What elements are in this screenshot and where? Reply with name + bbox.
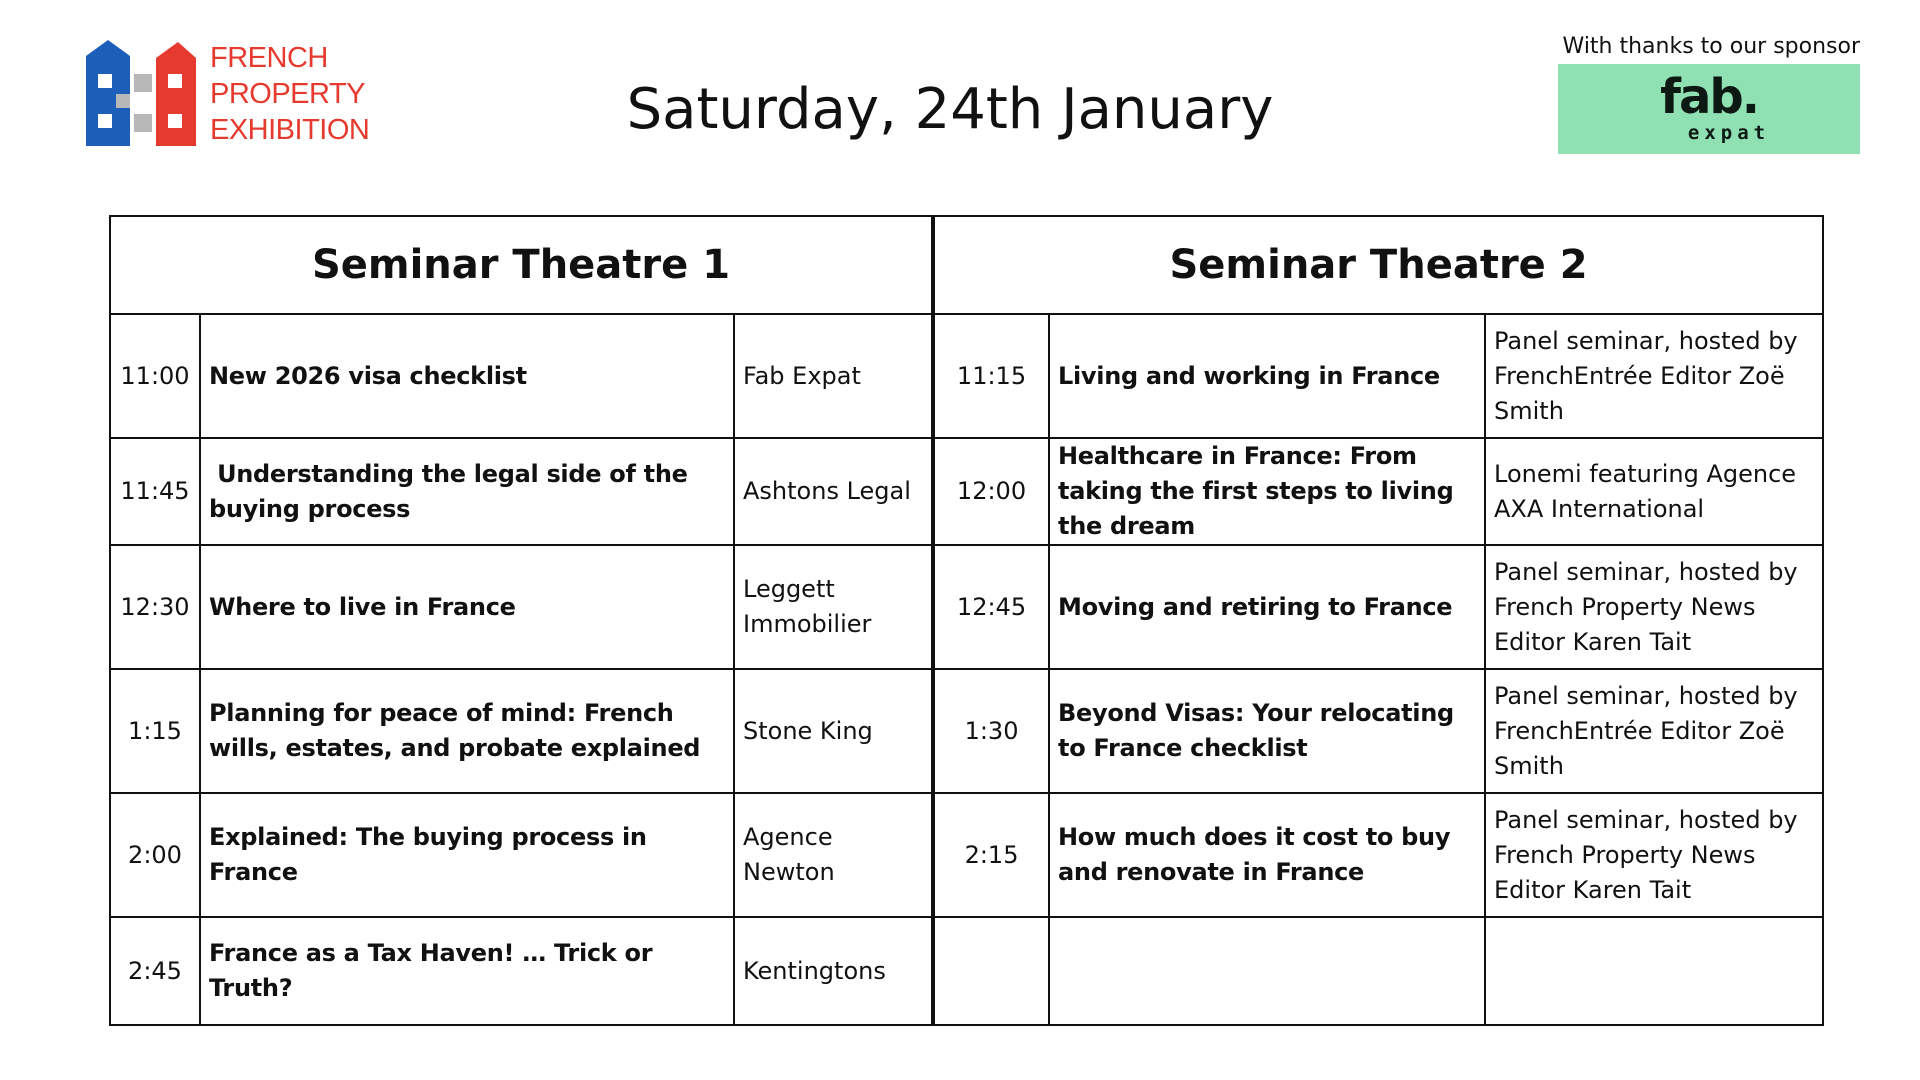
session-time: 2:15 bbox=[933, 793, 1049, 917]
session-title: Living and working in France bbox=[1049, 314, 1485, 438]
session-time: 12:00 bbox=[933, 438, 1049, 545]
session-speaker: Panel seminar, hosted by FrenchEntrée Editor Zoë Smith bbox=[1485, 669, 1823, 793]
session-speaker: Ashtons Legal bbox=[734, 438, 933, 545]
session-time bbox=[933, 917, 1049, 1025]
session-speaker: Agence Newton bbox=[734, 793, 933, 917]
table-row bbox=[110, 669, 1823, 793]
logo-line-2: PROPERTY bbox=[210, 78, 366, 110]
table-row bbox=[110, 438, 1823, 545]
sponsor-logo-subtext: expat bbox=[1687, 122, 1771, 144]
session-title: Understanding the legal side of the buying process bbox=[200, 438, 734, 545]
session-time: 11:15 bbox=[933, 314, 1049, 438]
table-row bbox=[110, 314, 1823, 438]
session-time: 11:00 bbox=[110, 314, 200, 438]
logo-wordmark bbox=[210, 40, 369, 148]
session-speaker: Stone King bbox=[734, 669, 933, 793]
theatre-header-row bbox=[110, 216, 1823, 314]
session-title bbox=[1049, 917, 1485, 1025]
table-row bbox=[110, 917, 1823, 1025]
houses-logo-icon bbox=[86, 38, 198, 150]
session-title: New 2026 visa checklist bbox=[200, 314, 734, 438]
session-title: Where to live in France bbox=[200, 545, 734, 669]
session-title: France as a Tax Haven! … Trick or Truth? bbox=[200, 917, 734, 1025]
session-title: Planning for peace of mind: French wills, estates, and probate explained bbox=[200, 669, 734, 793]
sponsor-logo-name: fab. bbox=[1660, 69, 1758, 125]
session-speaker: Leggett Immobilier bbox=[734, 545, 933, 669]
session-time: 1:15 bbox=[110, 669, 200, 793]
session-speaker bbox=[1485, 917, 1823, 1025]
logo-line-1: FRENCH bbox=[210, 42, 328, 74]
french-property-exhibition-logo bbox=[86, 38, 416, 150]
table-row bbox=[110, 793, 1823, 917]
session-time: 12:30 bbox=[110, 545, 200, 669]
session-title: Moving and retiring to France bbox=[1049, 545, 1485, 669]
session-speaker: Lonemi featuring Agence AXA International bbox=[1485, 438, 1823, 545]
session-title: Beyond Visas: Your relocating to France checklist bbox=[1049, 669, 1485, 793]
seminar-schedule-table bbox=[109, 215, 1824, 1026]
session-title: Explained: The buying process in France bbox=[200, 793, 734, 917]
session-speaker: Panel seminar, hosted by French Property News Editor Karen Tait bbox=[1485, 793, 1823, 917]
session-time: 2:45 bbox=[110, 917, 200, 1025]
sponsor-caption: With thanks to our sponsor bbox=[1562, 34, 1860, 59]
session-title: How much does it cost to buy and renovate in France bbox=[1049, 793, 1485, 917]
session-speaker: Panel seminar, hosted by French Property News Editor Karen Tait bbox=[1485, 545, 1823, 669]
event-date-heading: Saturday, 24th January bbox=[626, 77, 1274, 142]
session-time: 12:45 bbox=[933, 545, 1049, 669]
sponsor-block bbox=[1540, 32, 1860, 154]
session-time: 2:00 bbox=[110, 793, 200, 917]
session-speaker: Kentingtons bbox=[734, 917, 933, 1025]
logo-line-3: EXHIBITION bbox=[210, 114, 370, 146]
session-time: 1:30 bbox=[933, 669, 1049, 793]
session-title: Healthcare in France: From taking the first steps to living the dream bbox=[1049, 438, 1485, 545]
table-row bbox=[110, 545, 1823, 669]
sponsor-logo bbox=[1558, 64, 1860, 154]
session-speaker: Panel seminar, hosted by FrenchEntrée Editor Zoë Smith bbox=[1485, 314, 1823, 438]
session-speaker: Fab Expat bbox=[734, 314, 933, 438]
theatre-2-heading: Seminar Theatre 2 bbox=[933, 216, 1823, 314]
session-time: 11:45 bbox=[110, 438, 200, 545]
theatre-1-heading: Seminar Theatre 1 bbox=[110, 216, 933, 314]
